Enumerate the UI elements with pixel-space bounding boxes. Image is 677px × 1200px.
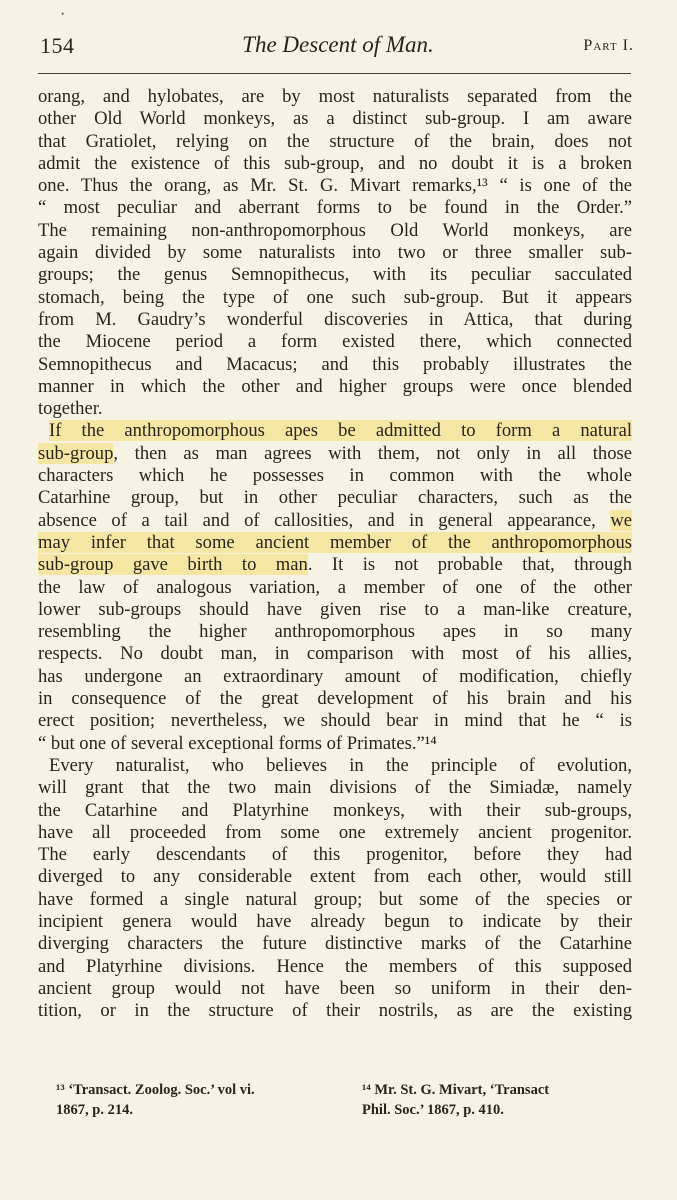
text-line: Semnopithecus and Macacus; and this probably illustrates the xyxy=(38,353,632,375)
text-line: from M. Gaudry’s wonderful discoveries in Attica, that during xyxy=(38,308,632,330)
text-line: incipient genera would have already begun to indicate by their xyxy=(38,910,632,932)
text-line: Every naturalist, who believes in the principle of evolution, xyxy=(49,754,632,776)
highlighted-text: If the anthropomorphous apes be admitted to form a natural xyxy=(49,420,632,442)
highlighted-text: we xyxy=(610,509,632,531)
highlighted-text: sub-group xyxy=(38,442,114,464)
part-label: Part I. xyxy=(583,37,634,54)
body-text xyxy=(38,86,632,1022)
page-header xyxy=(38,30,638,64)
page-number: 154 xyxy=(40,33,75,58)
text-line: respects. No doubt man, in comparison with most of his allies, xyxy=(38,643,632,665)
text-line: have all proceeded from some one extremely ancient progenitor. xyxy=(38,821,632,843)
text-line: the Catarhine and Platyrhine monkeys, with their sub-groups, xyxy=(38,799,632,821)
text-line xyxy=(38,443,632,465)
text-line: will grant that the two main divisions of the Simiadæ, namely xyxy=(38,777,632,799)
text-line: the Miocene period a form existed there, which connected xyxy=(38,331,632,353)
footnote-13 xyxy=(56,1080,346,1120)
text-line xyxy=(38,420,632,442)
text-line: together. xyxy=(38,398,103,420)
text-line: resembling the higher anthropomorphous apes in so many xyxy=(38,621,632,643)
text-line: diverging characters the future distinctive marks of the Catarhine xyxy=(38,933,632,955)
text-line: has undergone an extraordinary amount of modification, chiefly xyxy=(38,665,632,687)
running-title: The Descent of Man. xyxy=(242,32,434,57)
text-line: that Gratiolet, relying on the structure of the brain, does not xyxy=(38,130,632,152)
footnote-line: ¹⁴ Mr. St. G. Mivart, ‘Transact xyxy=(362,1082,550,1098)
text-line: The early descendants of this progenitor, before they had xyxy=(38,844,632,866)
text-segment: . It is not probable that, through xyxy=(307,554,633,576)
footnote-14 xyxy=(362,1080,637,1120)
header-rule xyxy=(38,73,631,74)
text-line: groups; the genus Semnopithecus, with its peculiar sacculated xyxy=(38,264,632,286)
text-line: diverged to any considerable extent from each other, would still xyxy=(38,866,632,888)
text-line xyxy=(38,532,632,554)
text-line: characters which he possesses in common with the whole xyxy=(38,465,632,487)
footnote-line: 1867, p. 214. xyxy=(56,1102,133,1118)
text-line: have formed a single natural group; but some of the species or xyxy=(38,888,632,910)
footnote-line: ¹³ ‘Transact. Zoolog. Soc.’ vol vi. xyxy=(56,1082,255,1098)
text-line: The remaining non-anthropomorphous Old World monkeys, are xyxy=(38,219,632,241)
highlighted-text: sub-group gave birth to man xyxy=(38,554,308,576)
text-line: other Old World monkeys, as a distinct sub-group. I am aware xyxy=(38,108,632,130)
text-line: Catarhine group, but in other peculiar characters, such as the xyxy=(38,487,632,509)
text-line: one. Thus the orang, as Mr. St. G. Mivart remarks,¹³ “ is one of the xyxy=(38,175,632,197)
text-line: again divided by some naturalists into two or three smaller sub- xyxy=(38,242,632,264)
text-line: erect position; nevertheless, we should bear in mind that he “ is xyxy=(38,710,632,732)
highlighted-text: may infer that some ancient member of the anthropomorphous xyxy=(38,531,632,553)
text-line xyxy=(38,510,632,532)
text-line: tition, or in the structure of their nostrils, as are the existing xyxy=(38,1000,632,1022)
text-line: manner in which the other and higher groups were once blended xyxy=(38,375,632,397)
text-line: ancient group would not have been so uniform in their den- xyxy=(38,977,632,999)
text-segment: absence of a tail and of callosities, and in general appearance, xyxy=(38,509,611,531)
text-line: “ but one of several exceptional forms of Primates.”¹⁴ xyxy=(38,732,437,754)
text-line: admit the existence of this sub-group, and no doubt it is a broken xyxy=(38,152,632,174)
text-line: orang, and hylobates, are by most naturalists separated from the xyxy=(38,86,632,107)
footnote-line: Phil. Soc.’ 1867, p. 410. xyxy=(362,1102,504,1118)
text-line: in consequence of the great development of his brain and his xyxy=(38,688,632,710)
text-segment: , then as man agrees with them, not only in all those xyxy=(113,442,632,464)
text-line: lower sub-groups should have given rise to a man-like creature, xyxy=(38,598,632,620)
text-line: stomach, being the type of one such sub-group. But it appears xyxy=(38,286,632,308)
text-line: “ most peculiar and aberrant forms to be found in the Order.” xyxy=(38,197,632,219)
text-line: the law of analogous variation, a member of one of the other xyxy=(38,576,632,598)
text-line: and Platyrhine divisions. Hence the members of this supposed xyxy=(38,955,632,977)
text-line xyxy=(38,554,632,576)
ink-speck: • xyxy=(61,9,65,19)
